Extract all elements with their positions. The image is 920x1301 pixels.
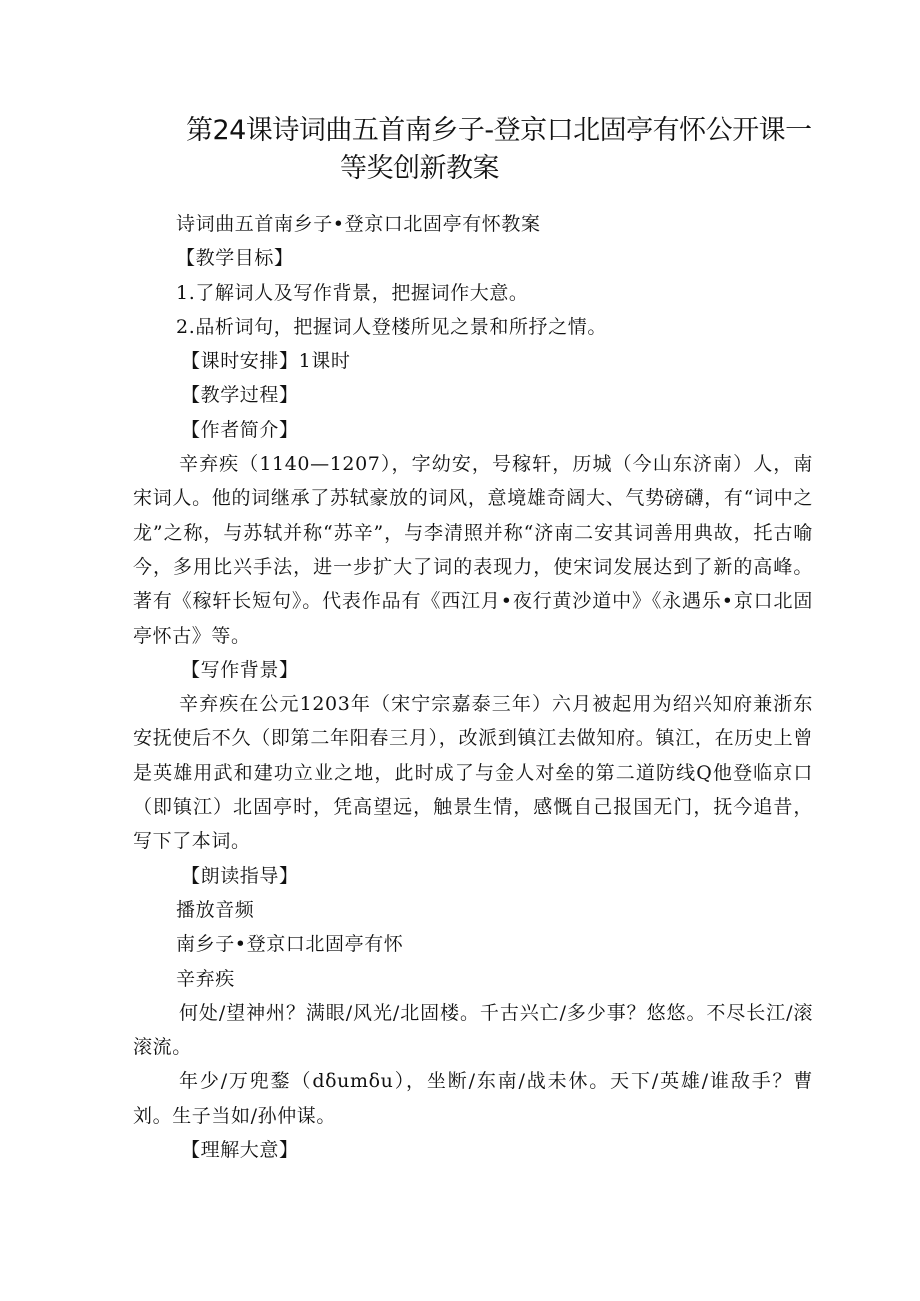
section-heading: 【理解大意】 [181, 1139, 299, 1162]
section-heading: 【朗读指导】 [181, 864, 299, 887]
objective-item: 2.品析词句，把握词人登楼所见之景和所抒之情。 [176, 315, 607, 338]
poem-title: 南乡子•登京口北固亭有怀 [176, 933, 404, 956]
section-heading: 【课时安排】1课时 [181, 350, 351, 373]
document-body [133, 207, 813, 1167]
section-heading: 【教学目标】 [176, 247, 294, 270]
page-title [186, 112, 812, 188]
body-line: 播放音频 [176, 898, 255, 921]
background-paragraph: 辛弃疾在公元1203年（宋宁宗嘉泰三年）六月被起用为绍兴知府兼浙东安抚使后不久（即第二年阳春三月），改派到镇江去做知府。镇江，在历史上曾是英雄用武和建功立业之地，此时成了与金人对垒的第二道防线Q他登临京口（即镇江）北固亭时，凭高望远，触景生情，感慨自己报国无门，抚今追昔，写下了本词。 [133, 693, 813, 853]
poem-stanza: 年少/万兜鍪（dδumδu），坐断/东南/战未休。天下/英雄/谁敌手？曹刘。生子当如/孙仲谋。 [133, 1070, 813, 1127]
title-line-1: 第24课诗词曲五首南乡子-登京口北固亭有怀公开课一 [186, 115, 812, 146]
title-line-2: 等奖创新教案 [340, 153, 499, 184]
poem-author: 辛弃疾 [176, 967, 235, 990]
section-heading: 【作者简介】 [181, 418, 299, 441]
subtitle: 诗词曲五首南乡子•登京口北固亭有怀教案 [176, 213, 541, 235]
author-intro-paragraph: 辛弃疾（1140—1207），字幼安，号稼轩，历城（今山东济南）人，南宋词人。他的词继承了苏轼豪放的词风，意境雄奇阔大、气势磅礴，有“词中之龙”之称，与苏轼并称“苏辛”，与李清照并称“济南二安其词善用典故，托古喻今，多用比兴手法，进一步扩大了词的表现力，使宋词发展达到了新的高峰。著有《稼轩长短句》。代表作品有《西江月•夜行黄沙道中》《永遇乐•京口北固亭怀古》等。 [133, 453, 813, 647]
section-heading: 【教学过程】 [181, 384, 299, 407]
section-heading: 【写作背景】 [181, 658, 299, 681]
objective-item: 1.了解词人及写作背景，把握词作大意。 [176, 281, 529, 304]
poem-stanza: 何处/望神州？满眼/风光/北固楼。千古兴亡/多少事？悠悠。不尽长江/滚滚流。 [133, 1001, 813, 1059]
